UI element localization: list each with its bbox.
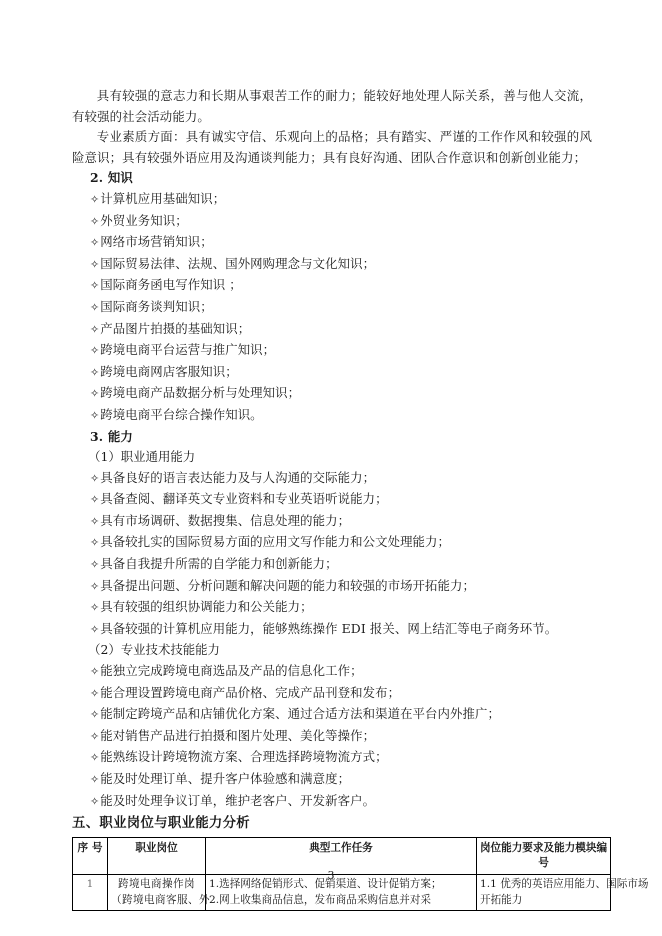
list-item-label: 产品图片拍摄的基础知识； [100, 320, 251, 336]
list-item-label: 能熟练设计跨境物流方案、合理选择跨境物流方式； [100, 749, 388, 765]
list-item-label: 外贸业务知识； [100, 212, 188, 228]
list-item-label: 能及时处理争议订单，维护老客户、开发新客户。 [100, 792, 376, 808]
list-item [72, 683, 592, 705]
section-heading-five: 五、职业岗位与职业能力分析 [72, 816, 250, 832]
column-header-ability: 岗位能力要求及能力模块编号 [477, 838, 611, 875]
diamond-bullet-icon: ✧ [89, 365, 100, 379]
seq-header-line-1: 序 [77, 842, 89, 855]
diamond-bullet-icon: ✧ [89, 558, 100, 572]
column-header-task: 典型工作任务 [206, 838, 477, 875]
list-item [72, 275, 592, 297]
diamond-bullet-icon: ✧ [89, 493, 100, 507]
list-item [72, 704, 592, 726]
diamond-bullet-icon: ✧ [89, 536, 100, 550]
list-item [72, 661, 592, 683]
post-line-1: 跨境电商操作岗 [118, 878, 195, 891]
ability-line-2: 开拓能力 [480, 893, 523, 906]
list-item [72, 726, 592, 748]
cell-seq: 1 [73, 875, 108, 911]
list-item [72, 319, 592, 341]
list-item [72, 297, 592, 319]
list-item-label: 具备自我提升所需的自学能力和创新能力； [100, 556, 338, 572]
list-item [72, 254, 592, 276]
list-item-label: 跨境电商网店客服知识； [100, 363, 238, 379]
list-item-label: 能独立完成跨境电商选品及产品的信息化工作； [100, 663, 363, 679]
list-item [72, 747, 592, 769]
diamond-bullet-icon: ✧ [89, 236, 100, 250]
list-item [72, 232, 592, 254]
intro-block [72, 86, 592, 168]
list-item-label: 具备较扎实的国际贸易方面的应用文写作能力和公文处理能力； [100, 534, 451, 550]
diamond-bullet-icon: ✧ [89, 322, 100, 336]
diamond-bullet-icon: ✧ [89, 300, 100, 314]
diamond-bullet-icon: ✧ [89, 192, 100, 206]
knowledge-heading: 2. 知识 [89, 170, 133, 186]
page-number: 3 [327, 869, 335, 882]
diamond-bullet-icon: ✧ [89, 729, 100, 743]
list-item-label: 国际商务谈判知识； [100, 298, 213, 314]
ability-heading: 3. 能力 [89, 428, 133, 444]
list-item [72, 511, 592, 533]
list-item [72, 468, 592, 490]
list-item-label: 跨境电商产品数据分析与处理知识； [100, 385, 301, 401]
list-item-label: 能合理设置跨境电商产品价格、完成产品刊登和发布； [100, 684, 401, 700]
diamond-bullet-icon: ✧ [89, 794, 100, 808]
list-item-label: 计算机应用基础知识； [100, 190, 226, 206]
list-item [72, 362, 592, 384]
intro-paragraph-1: 具有较强的意志力和长期从事艰苦工作的耐力；能较好地处理人际关系，善与他人交流，有较强的社会活动能力。 [72, 88, 592, 124]
list-item [72, 340, 592, 362]
diamond-bullet-icon: ✧ [89, 514, 100, 528]
list-item-label: 具备提出问题、分析问题和解决问题的能力和较强的市场开拓能力； [100, 577, 476, 593]
list-item-label: 具备查阅、翻译英文专业资料和专业英语听说能力； [100, 491, 388, 507]
diamond-bullet-icon: ✧ [89, 214, 100, 228]
ability-general-list [72, 468, 592, 641]
list-item-label: 具备较强的计算机应用能力，能够熟练操作 EDI 报关、网上结汇等电子商务环节。 [100, 620, 558, 636]
task-line-2: 2.网上收集商品信息，发布商品采购信息并对采 [209, 893, 431, 906]
diamond-bullet-icon: ✧ [89, 387, 100, 401]
diamond-bullet-icon: ✧ [89, 344, 100, 358]
diamond-bullet-icon: ✧ [89, 751, 100, 765]
list-item-label: 国际商务函电写作知识 ； [100, 277, 242, 293]
list-item [72, 211, 592, 233]
list-item-label: 具有较强的组织协调能力和公关能力； [100, 599, 313, 615]
list-item-label: 网络市场营销知识； [100, 234, 213, 250]
ability-group-label-technical: （2）专业技术技能能力 [88, 642, 220, 658]
list-item [72, 189, 592, 211]
diamond-bullet-icon: ✧ [89, 665, 100, 679]
list-item [72, 405, 592, 427]
list-item-label: 能及时处理订单、提升客户体验感和满意度； [100, 771, 351, 786]
intro-paragraph-2: 专业素质方面：具有诚实守信、乐观向上的品格；具有踏实、严谨的工作作风和较强的风险意识；具有较强外语应用及沟通谈判能力；具有良好沟通、团队合作意识和创新创业能力； [72, 129, 592, 165]
list-item-label: 具备良好的语言表达能力及与人沟通的交际能力； [100, 469, 376, 485]
diamond-bullet-icon: ✧ [89, 773, 100, 786]
diamond-bullet-icon: ✧ [89, 579, 100, 593]
list-item [72, 576, 592, 598]
diamond-bullet-icon: ✧ [89, 279, 100, 293]
list-item [72, 619, 592, 641]
ability-technical-list [72, 661, 592, 812]
list-item [72, 532, 592, 554]
ability-line-1: 1.1 优秀的英语应用能力、国际市场 [480, 878, 649, 891]
diamond-bullet-icon: ✧ [89, 622, 100, 636]
ability-group-label-general: （1）职业通用能力 [88, 449, 196, 465]
diamond-bullet-icon: ✧ [89, 408, 100, 422]
list-item [72, 597, 592, 619]
list-item-label: 跨境电商平台综合操作知识。 [100, 406, 263, 422]
diamond-bullet-icon: ✧ [89, 471, 100, 485]
list-item-label: 能对销售产品进行拍摄和图片处理、美化等操作； [100, 727, 376, 743]
diamond-bullet-icon: ✧ [89, 257, 100, 271]
list-item [72, 769, 592, 791]
task-line-1: 1.选择网络促销形式、促销渠道、设计促销方案； [209, 878, 442, 891]
list-item [72, 791, 592, 813]
knowledge-list [72, 189, 592, 427]
post-line-2: （跨境电商客服、外 [111, 893, 210, 906]
column-header-post: 职业岗位 [108, 838, 206, 875]
seq-header-line-2: 号 [91, 842, 103, 855]
list-item [72, 554, 592, 576]
diamond-bullet-icon: ✧ [89, 708, 100, 722]
list-item-label: 跨境电商平台运营与推广知识； [100, 342, 276, 358]
list-item [72, 383, 592, 405]
diamond-bullet-icon: ✧ [89, 686, 100, 700]
list-item-label: 具有市场调研、数据搜集、信息处理的能力； [100, 512, 351, 528]
list-item [72, 489, 592, 511]
list-item-label: 国际贸易法律、法规、国外网购理念与文化知识； [100, 255, 376, 271]
diamond-bullet-icon: ✧ [89, 601, 100, 615]
list-item-label: 能制定跨境产品和店铺优化方案、通过合适方法和渠道在平台内外推广； [100, 706, 500, 722]
